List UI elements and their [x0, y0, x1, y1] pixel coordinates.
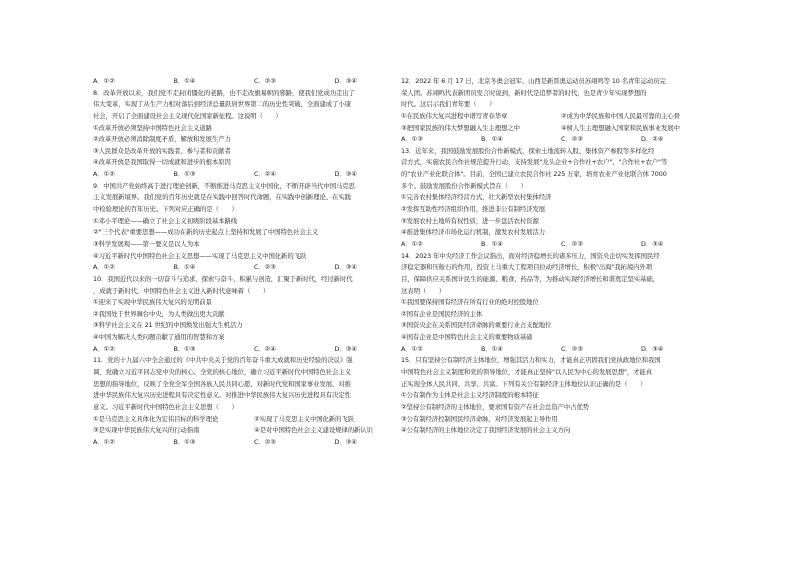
text-line: ①迎来了实现中华民族伟大复兴的光明前景	[93, 298, 212, 307]
option-a[interactable]: A．①②	[93, 170, 115, 179]
answer-options	[401, 344, 721, 356]
option-d[interactable]: D．③④	[334, 170, 357, 179]
text-line: 13．近年来，我国鼓励发展股份合作新模式，探索土地流转入股、集体资产参股等多样化经	[401, 146, 655, 155]
option-d[interactable]: D．③④	[334, 263, 357, 272]
text-line: ④中国为解决人类问题贡献了通用的智慧和方案	[93, 333, 225, 342]
text-line: ②我国处于世界舞台中央，为人类做出更大贡献	[93, 309, 225, 318]
option-b[interactable]: B．①④	[481, 239, 503, 248]
text-line: 目，保障供应关系国计民生的能源、粮食、药品等，为推动实现经济增长和谐奠定坚实基础，	[401, 274, 659, 283]
statement-pair	[93, 425, 415, 437]
option-b[interactable]: B．①④	[481, 344, 503, 353]
text-line: 多个。鼓励发展股份合作新模式旨在（ ）	[401, 181, 527, 190]
answer-options	[401, 239, 721, 251]
option-a[interactable]: A．①③	[401, 135, 423, 144]
option-c[interactable]: C．②③	[254, 263, 276, 272]
statement-b: ②实现了马克思主义中国化新的飞跃	[254, 414, 354, 423]
answer-options	[93, 169, 415, 181]
text-line: 这表明（ ）	[401, 286, 446, 295]
option-c[interactable]: C．②③	[254, 77, 276, 85]
text-line: ①完善农村集体经济经营方式，壮大新型农村集体经济	[401, 193, 552, 202]
statement-a: ③是实现中华民族伟大复兴的行动指南	[93, 426, 200, 435]
option-d[interactable]: D．③④	[334, 437, 357, 446]
answer-options	[401, 134, 721, 146]
option-c[interactable]: C．②③	[561, 135, 583, 144]
statement-b: ②成为中华民族和中国人民最可靠的主心骨	[561, 111, 680, 120]
text-line: 11．党的十九届六中全会通过的《中共中央关于党的百年奋斗重大成就和历史经验的决议》强	[93, 356, 353, 365]
option-a[interactable]: A．①②	[93, 77, 115, 85]
text-line: ③发展农村土地所有权性质，进一步盘活农村资源	[401, 216, 539, 225]
option-d[interactable]: D．③④	[641, 239, 664, 248]
text-line: ③科学发展观——第一要义是以人为本	[93, 239, 200, 248]
option-c[interactable]: C．②④	[254, 344, 276, 353]
text-line: 的"农业产业化联合体"。目前，全国已建立农民合作社 225 万家，培育农业产业化联合体 7000	[401, 170, 667, 179]
statement-a: ①在民族伟大复兴进程中谱写青春华章	[401, 111, 508, 120]
text-line: ①我国要保持国有经济在所有行业的绝对控股地位	[401, 298, 539, 307]
option-c[interactable]: C．②④	[254, 170, 276, 179]
text-line: 正实现全体人民共同、共享、共富。下列有关公有制经济主体地位认识正确的是（ ）	[401, 379, 647, 388]
text-line: ②"三个代表"重要思想——成功在新的历史起点上坚持和发展了中国特色社会主义	[93, 228, 319, 237]
text-line: ，成就于新时代，中国特色社会主义进入新时代意味着（ ）	[93, 286, 270, 295]
answer-options	[93, 262, 415, 274]
text-line: 8．改革开放以来，我们党不走封闭僵化的老路，也不走改旗易帜的邪路，使我们党成功走出了	[93, 88, 355, 97]
text-line: 调，党确立习近平同志党中央的核心、全党的核心地位，确立习近平新时代中国特色社会主义	[93, 368, 351, 377]
statement-pair	[93, 414, 415, 426]
text-line: 社会，开启了全面建设社会主义现代化国家新征程。这说明（ ）	[93, 111, 282, 120]
text-line: ③人民群众是改革开放的实践者、参与者和贡献者	[93, 146, 231, 155]
text-line: ①邓小平理论——确立了社会主义初级阶段基本路线	[93, 216, 238, 225]
option-d[interactable]: D．③④	[334, 77, 357, 85]
text-line: 荣人团。苏翊鸣代表新团员发言时说到，新时代是追梦者的时代，也是青少年实现梦想的	[401, 88, 647, 97]
option-c[interactable]: C．②③	[561, 344, 583, 353]
text-line: 中国特色社会主义制度和党的领导地位，才能真正坚持"以人民为中心的发展思想"，才能真	[401, 368, 653, 377]
statement-pair	[401, 123, 721, 135]
left-column	[93, 76, 415, 449]
statement-b: ④是对中国特色社会主义建设规律的新认识	[254, 426, 373, 435]
option-b[interactable]: B．①③	[173, 170, 196, 179]
answer-options	[93, 437, 415, 449]
text-line: ④推进集体经济市场化运行机制，激发农村发展活力	[401, 228, 546, 237]
text-line: 12．2022 年 6 月 17 日，北京冬奥会冠军、山西是新晋奥运动员苏翊鸣等 10 名青年运动员完	[401, 77, 666, 85]
text-line: ④国有企业是中国特色社会主义的重要物质基础	[401, 333, 533, 342]
option-b[interactable]: B．①④	[481, 135, 503, 144]
text-line: ③科学社会主义在 21 世纪的中国焕发出强大生机活力	[93, 321, 243, 330]
text-line: ③国资央企在关系国民经济命脉的重要行业占支配地位	[401, 321, 552, 330]
text-line: 意义。习近平新时代中国特色社会主义思想（ ）	[93, 402, 238, 411]
option-a[interactable]: A．①②	[401, 344, 423, 353]
text-line: 时代。这启示我们青年要（ ）	[401, 100, 496, 109]
option-a[interactable]: A．①②	[93, 437, 115, 446]
text-line: 中检验理论的百年历史。下列对应正确的是（ ）	[93, 205, 238, 214]
option-a[interactable]: A．①②	[401, 239, 423, 248]
text-line: 主义发展新境界。我们党的百年历史就是在实践中回答时代命题，在实践中创新理论、在实践	[93, 193, 351, 202]
option-b[interactable]: B．①③	[173, 344, 196, 353]
text-line: 9．中国共产党始终高于进行理论创新，不断推进马克思主义中国化，不断开辟当代中国马克思	[93, 181, 355, 190]
text-line: 营方式，实施农民合作社规范提升行动，支持发展"龙头企业+合作社+农户"、"合作社+农户"等	[401, 158, 668, 167]
text-line: 15．只有坚持公有制经济主体地位，增强其活力和实力，才能真正巩固我们党执政地位和我国	[401, 356, 661, 365]
text-line: ②发挥互助性经济组织作用，推进非公有制经济发展	[401, 205, 546, 214]
text-line: ④习近平新时代中国特色社会主义思想——实现了马克思主义中国化新的飞跃	[93, 251, 307, 260]
statement-a: ③把国家民族的伟大梦想融入生主理想之中	[401, 123, 520, 132]
text-line: 10．我国近代以来的一切奋斗与追求、探索与奋斗、积累与创造，汇聚于新时代，经过新时代	[93, 274, 353, 283]
option-b[interactable]: B．①④	[173, 263, 196, 272]
text-line: ①公有制作为主体是社会主义经济制度的根本特征	[401, 391, 539, 400]
answer-options	[93, 344, 415, 356]
option-c[interactable]: C．②③	[561, 239, 583, 248]
option-b[interactable]: B．①④	[173, 77, 196, 85]
option-d[interactable]: D．③④	[334, 344, 357, 353]
right-column	[401, 76, 721, 437]
text-line: ③公有制经济控制国民经济命脉，对经济发展起主导作用	[401, 414, 558, 423]
option-c[interactable]: C．②③	[254, 437, 276, 446]
text-line: 14．2023 年中央经济工作会议指出，面对经济稳增长的诸多压力，国资央企切实发挥国民经	[401, 251, 660, 260]
text-line: ②国有企业是国民经济的主体	[401, 309, 483, 318]
option-a[interactable]: A．①②	[93, 344, 115, 353]
text-line: ④改革开放是我国取得一切成就和进步的根本原因	[93, 158, 231, 167]
option-d[interactable]: D．③④	[641, 344, 664, 353]
answer-options	[93, 76, 415, 88]
text-line: ②改革开放必须消除制度矛盾，解放和发展生产力	[93, 135, 231, 144]
text-line: ②坚持公有制经济的主体地位，要求国有资产在社会总资产中占优势	[401, 402, 590, 411]
option-a[interactable]: A．①②	[93, 263, 115, 272]
option-d[interactable]: D．②④	[641, 135, 664, 144]
option-b[interactable]: B．①③	[173, 437, 196, 446]
statement-b: ④树人生主理想融入国家和民族事业发展中	[561, 123, 680, 132]
statement-pair	[401, 111, 721, 123]
text-line: ④公有制经济的主体地位决定了我国经济发展的社会主义方向	[401, 426, 571, 435]
text-line: 伟大变革，实现了从生产力相对落后到经济总量跃居世界第二的历史性突破，全面建成了小康	[93, 100, 351, 109]
text-line: 济稳定器和压舱石的作用，投资上马重大工程项目拉动经济增长，积极"出海"我拓境内外项	[401, 263, 653, 272]
statement-a: ①是马克思主义具体化为宏伟目标的科学理论	[93, 414, 219, 423]
text-line: 思想的指导地位，反映了全党全军全国各族人民共同心愿，对新时代党和国家事业发展、对推	[93, 379, 351, 388]
text-line: ①改革开放必须坚持中国特色社会主义道路	[93, 123, 212, 132]
text-line: 进中华民族伟大复兴历史进程具有决定性意义。对推进中华民族伟大复兴历史进程具有决定性	[93, 391, 351, 400]
